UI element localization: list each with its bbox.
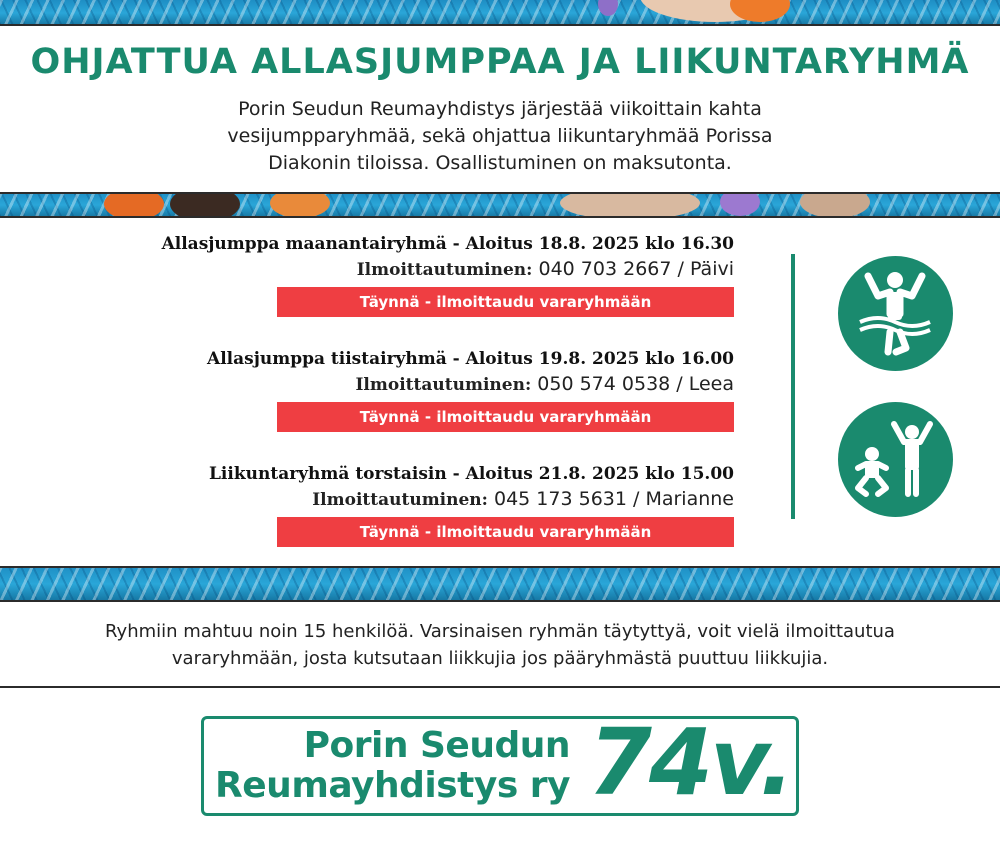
groups-panel <box>0 216 1000 568</box>
logo-name-line1: Porin Seudun <box>303 725 570 766</box>
swimmer-shape <box>800 192 870 218</box>
registration-line <box>34 486 734 513</box>
pool-photo-bottom <box>0 566 1000 602</box>
logo-name-line2: Reumayhdistys ry <box>215 765 570 806</box>
header-panel <box>0 24 1000 194</box>
info-panel <box>0 600 1000 688</box>
group-title: Allasjumppa tiistairyhmä - Aloitus 19.8. 2025 klo 16.00 <box>207 349 734 369</box>
registration-contact: 040 703 2667 / Päivi <box>538 258 734 280</box>
exercise-group-icon <box>838 402 953 517</box>
association-logo <box>201 709 799 816</box>
group-title: Liikuntaryhmä torstaisin - Aloitus 21.8. 2025 klo 15.00 <box>208 464 734 484</box>
swimmer-shape <box>270 192 330 218</box>
registration-label: Ilmoittautuminen: <box>355 375 532 395</box>
registration-contact: 050 574 0538 / Leea <box>537 373 734 395</box>
full-status-banner: Täynnä - ilmoittaudu vararyhmään <box>277 402 734 432</box>
registration-label: Ilmoittautuminen: <box>312 490 488 510</box>
group-monday <box>34 232 734 317</box>
info-text <box>30 618 970 672</box>
water-aerobics-icon <box>838 256 953 371</box>
registration-contact: 045 173 5631 / Marianne <box>494 488 734 510</box>
group-title: Allasjumppa maanantairyhmä - Aloitus 18.8. 2025 klo 16.30 <box>161 234 734 254</box>
group-tuesday <box>34 347 734 432</box>
full-status-banner: Täynnä - ilmoittaudu vararyhmään <box>277 287 734 317</box>
intro-line: Porin Seudun Reumayhdistys järjestää viikoittain kahta <box>238 98 762 120</box>
registration-label: Ilmoittautuminen: <box>356 260 533 280</box>
swimmer-shape <box>104 192 164 218</box>
swimmer-shape <box>170 192 240 218</box>
intro-line: Diakonin tiloissa. Osallistuminen on maksutonta. <box>268 152 732 174</box>
registration-line <box>34 371 734 398</box>
swimmer-shape <box>560 192 700 218</box>
full-status-banner: Täynnä - ilmoittaudu vararyhmään <box>277 517 734 547</box>
swimmer-shape <box>598 0 618 16</box>
vertical-divider <box>791 254 795 519</box>
page-title: OHJATTUA ALLASJUMPPAA JA LIIKUNTARYHMÄ <box>30 42 970 82</box>
logo-anniversary: 74v. <box>588 709 792 816</box>
registration-line <box>34 256 734 283</box>
info-line: Ryhmiin mahtuu noin 15 henkilöä. Varsinaisen ryhmän täytyttyä, voit vielä ilmoittautua <box>105 621 895 642</box>
intro-line: vesijumpparyhmää, sekä ohjattua liikuntaryhmää Porissa <box>227 125 773 147</box>
pool-photo-middle <box>0 192 1000 218</box>
pool-photo-top <box>0 0 1000 26</box>
swimmer-shape <box>720 192 760 216</box>
info-line: vararyhmään, josta kutsutaan liikkujia jos pääryhmästä puuttuu liikkujia. <box>171 648 829 669</box>
intro-text <box>100 96 900 177</box>
group-thursday <box>34 462 734 547</box>
